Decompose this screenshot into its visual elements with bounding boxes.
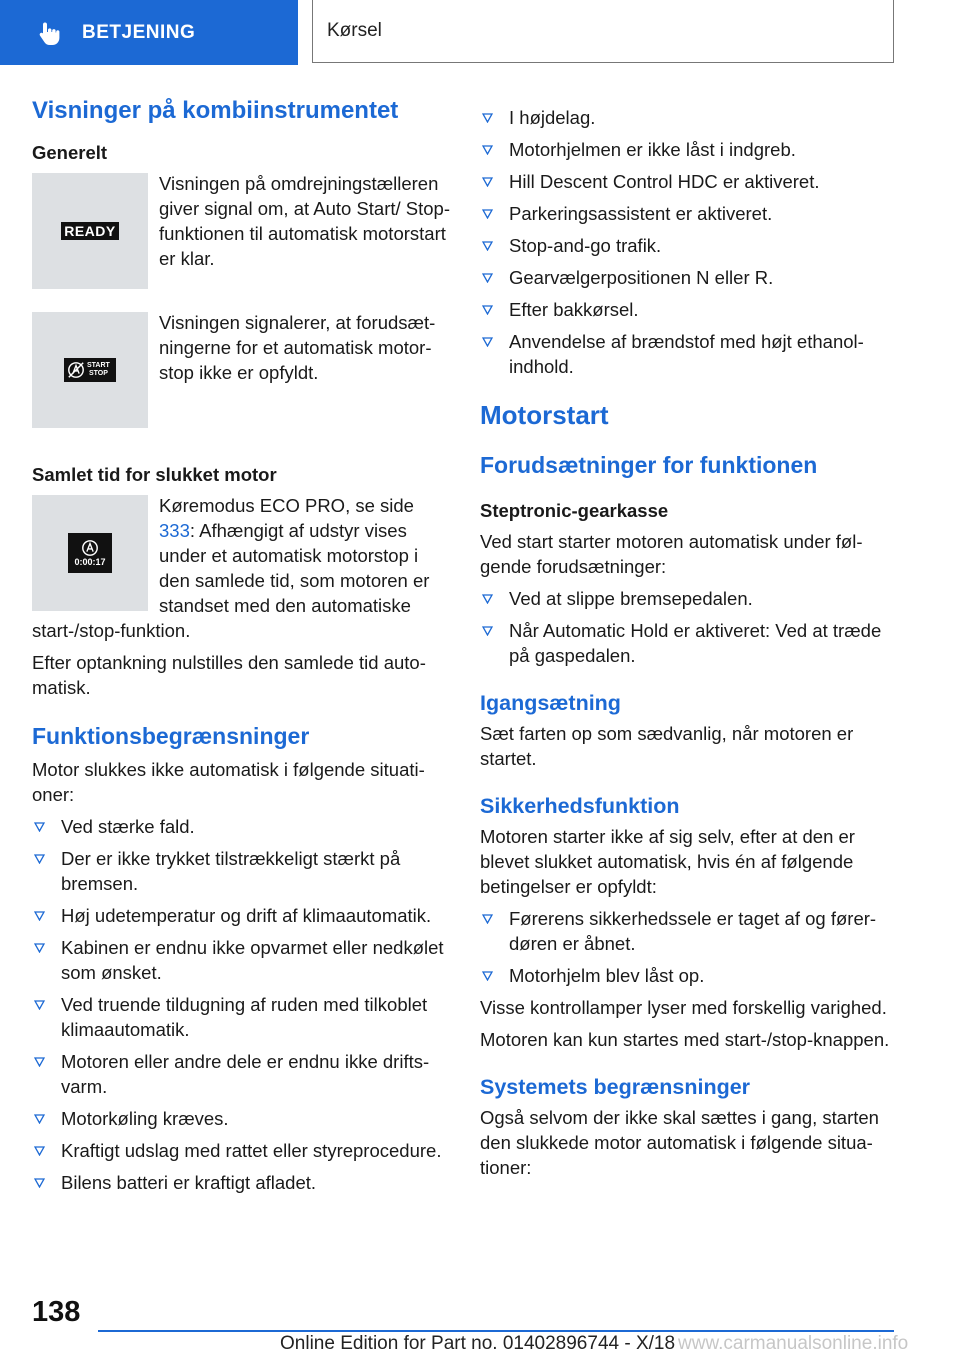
- system-text: Også selvom der ikke skal sættes i gang, starten den slukkede motor automatisk i følgende situationer:: [480, 1107, 879, 1178]
- start-stop-off-image: [32, 312, 148, 428]
- list-item: Stop-and-go trafik.: [480, 233, 900, 258]
- start-label: START: [87, 362, 110, 369]
- list-item: Ved stærke fald.: [32, 814, 450, 839]
- list-item: Ved truende tildugning af ruden med tilkoblet klimaautomatik.: [32, 992, 450, 1042]
- triangle-bullet-icon: [482, 177, 493, 187]
- start-stop-description: Visningen signalerer, at forudsætningerne for et automatisk motorstop ikke er opfyldt.: [159, 312, 436, 383]
- triangle-bullet-icon: [34, 822, 45, 832]
- sikker-text-1: Visse kontrollamper lyser med forskellig varighed.: [480, 997, 887, 1018]
- sikkerhedsfunktion-heading: Sikkerhedsfunktion: [480, 794, 680, 818]
- steptronic-list: [480, 586, 900, 668]
- list-item: Høj udetemperatur og drift af klimaautomatik.: [32, 903, 450, 928]
- list-item: Parkeringsassistent er aktiveret.: [480, 201, 900, 226]
- subsection-title: Kørsel: [327, 20, 382, 41]
- continued-list: [480, 105, 900, 379]
- triangle-bullet-icon: [34, 1114, 45, 1124]
- ready-indicator-image: [32, 173, 148, 289]
- triangle-bullet-icon: [34, 1057, 45, 1067]
- triangle-bullet-icon: [482, 337, 493, 347]
- start-stop-figure: [32, 310, 450, 428]
- list-item: Der er ikke trykket tilstrækkeligt stærkt på bremsen.: [32, 846, 450, 896]
- motorstart-heading: Motorstart: [480, 400, 609, 430]
- list-item: Ved at slippe bremsepedalen.: [480, 586, 900, 611]
- systemets-begraensninger-heading: Systemets begrænsninger: [480, 1075, 751, 1099]
- triangle-bullet-icon: [482, 305, 493, 315]
- funk-list: [32, 814, 450, 1195]
- list-item: Kraftigt udslag med rattet eller styreprocedure.: [32, 1138, 450, 1163]
- steptronic-heading: Steptronic-gearkasse: [480, 500, 669, 521]
- list-item: I højdelag.: [480, 105, 900, 130]
- pointing-hand-icon: [36, 20, 62, 46]
- triangle-bullet-icon: [482, 241, 493, 251]
- total-time-text-b: : Afhængigt af udstyr vises under et automatisk motorstop i den samlede tid, som motoren er standset med den automatiske start-/stop-funktion.: [32, 520, 430, 641]
- triangle-bullet-icon: [34, 911, 45, 921]
- stop-label: STOP: [88, 370, 108, 377]
- page-number: 138: [32, 1296, 81, 1328]
- edition-text: Online Edition for Part no. 01402896744 - X/18: [280, 1333, 676, 1354]
- triangle-bullet-icon: [482, 273, 493, 283]
- sikker-text-2: Motoren kan kun startes med start-/stop-knappen.: [480, 1029, 890, 1050]
- list-item: Hill Descent Control HDC er aktiveret.: [480, 169, 900, 194]
- watermark: www.carmanualsonline.info: [678, 1333, 909, 1354]
- page-title: Visninger på kombiinstrumentet: [32, 97, 399, 124]
- triangle-bullet-icon: [482, 594, 493, 604]
- left-column: [32, 96, 450, 1202]
- list-item: Motorhjelm blev låst op.: [480, 963, 900, 988]
- ready-description: Visningen på omdrejningstælleren giver signal om, at Auto Start/ Stop-funktionen til automatisk motorstart er klar.: [159, 173, 451, 269]
- triangle-bullet-icon: [34, 1178, 45, 1188]
- sikker-list: [480, 906, 900, 988]
- subsection-box: [312, 0, 894, 63]
- auto-start-stop-icon: [81, 539, 99, 557]
- auto-start-stop-off-icon: [67, 361, 85, 379]
- triangle-bullet-icon: [34, 1146, 45, 1156]
- total-time-text-a: Køremodus ECO PRO, se side: [159, 495, 414, 516]
- funktionsbegraensninger-heading: Funktionsbegrænsninger: [32, 723, 310, 749]
- forudsaetninger-heading: Forudsætninger for funktionen: [480, 452, 818, 478]
- right-column: [480, 105, 900, 1187]
- total-time-image: [32, 495, 148, 611]
- reset-text: Efter optankning nulstilles den samlede tid automatisk.: [32, 652, 426, 698]
- steptronic-intro: Ved start starter motoren automatisk under følgende forudsætninger:: [480, 531, 863, 577]
- triangle-bullet-icon: [482, 971, 493, 981]
- list-item: Gearvælgerpositionen N eller R.: [480, 265, 900, 290]
- triangle-bullet-icon: [482, 626, 493, 636]
- section-title: BETJENING: [82, 21, 196, 43]
- list-item: Førerens sikkerhedssele er taget af og førerdøren er åbnet.: [480, 906, 900, 956]
- samlet-heading: Samlet tid for slukket motor: [32, 464, 277, 485]
- footer-divider: [98, 1330, 894, 1332]
- igang-text: Sæt farten op som sædvanlig, når motoren er startet.: [480, 723, 854, 769]
- stopped-time-readout: 0:00:17: [74, 556, 106, 567]
- section-tab: [0, 0, 298, 65]
- generelt-heading: Generelt: [32, 142, 108, 163]
- triangle-bullet-icon: [34, 943, 45, 953]
- footer-edition: [280, 1333, 909, 1355]
- triangle-bullet-icon: [482, 113, 493, 123]
- triangle-bullet-icon: [34, 1000, 45, 1010]
- ready-badge: READY: [61, 222, 119, 240]
- page-link-333[interactable]: 333: [159, 520, 190, 541]
- list-item: Motorkøling kræves.: [32, 1106, 450, 1131]
- list-item: Kabinen er endnu ikke opvarmet eller nedkølet som ønsket.: [32, 935, 450, 985]
- funk-intro: Motor slukkes ikke automatisk i følgende situationer:: [32, 759, 425, 805]
- list-item: Efter bakkørsel.: [480, 297, 900, 322]
- triangle-bullet-icon: [482, 209, 493, 219]
- ready-figure: [32, 171, 450, 289]
- list-item: Bilens batteri er kraftigt afladet.: [32, 1170, 450, 1195]
- triangle-bullet-icon: [482, 145, 493, 155]
- triangle-bullet-icon: [482, 914, 493, 924]
- total-time-figure: [32, 493, 450, 643]
- list-item: Når Automatic Hold er aktiveret: Ved at træde på gaspedalen.: [480, 618, 900, 668]
- triangle-bullet-icon: [34, 854, 45, 864]
- list-item: Anvendelse af brændstof med højt ethanolindhold.: [480, 329, 900, 379]
- list-item: Motoren eller andre dele er endnu ikke driftsvarm.: [32, 1049, 450, 1099]
- sikker-intro: Motoren starter ikke af sig selv, efter at den er blevet slukket automatisk, hvis én af følgende betingelser er opfyldt:: [480, 826, 855, 897]
- list-item: Motorhjelmen er ikke låst i indgreb.: [480, 137, 900, 162]
- igangsaetning-heading: Igangsætning: [480, 691, 621, 715]
